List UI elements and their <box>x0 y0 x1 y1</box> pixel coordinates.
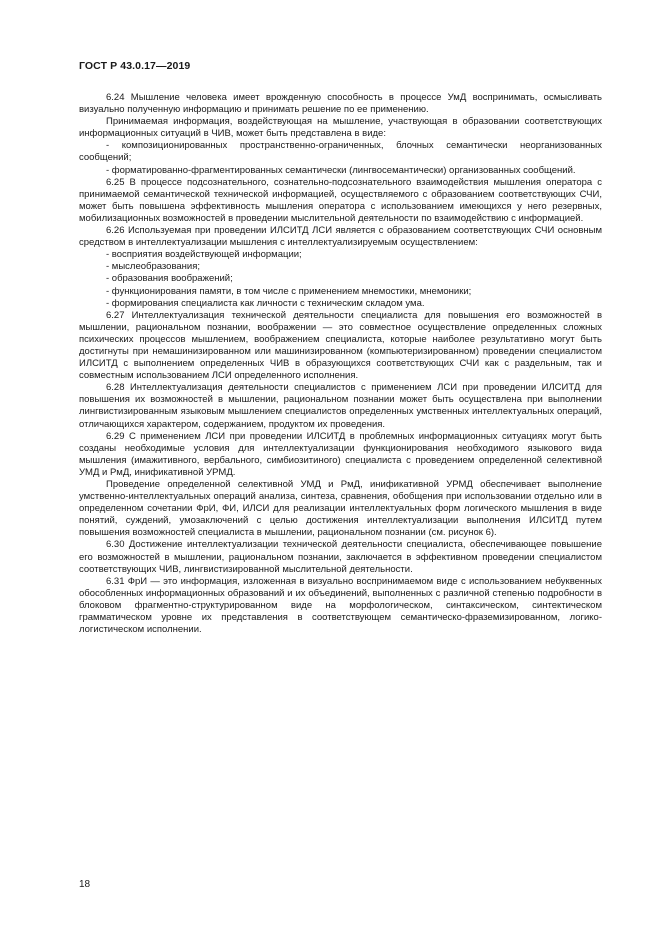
document-body <box>79 92 602 636</box>
paragraph-6-28: 6.28 Интеллектуализация деятельности специалистов с применением ЛСИ при проведении ИЛСИТД для повышения их возможностей в мышлении, рациональном познании может быть осуществлена при выполнении лингвистизированным языковым мышлением специалистов определенных умственных интеллектуальных операций, отличающихся характером, содержанием, продуктом их проведения. <box>79 382 602 430</box>
paragraph-6-27: 6.27 Интеллектуализация технической деятельности специалиста для повышения его возможностей в мышлении, рациональном познании, воображении — это совместное осуществление определенных сложных психических процессов мышлением, воображением специалиста, которые наиболее результативно могут быть достигнуты при немашинизированном или машинизированном (компьютеризированном) проведении специалистом ИЛСИТД с выполнением определенных ЧИВ в образующихся соответствующих СЧИ как с раздельным, так и совместным использованием ЛСИ определенного исполнения. <box>79 309 602 382</box>
list-item: - образования воображений; <box>106 273 233 285</box>
paragraph-6-26: 6.26 Используемая при проведении ИЛСИТД ЛСИ является с образованием соответствующих СЧИ основным средством в интеллектуализации мышления с интеллектуализируемым осуществлением: <box>79 225 602 249</box>
paragraph-6-25: 6.25 В процессе подсознательного, сознательно-подсознательного взаимодействия мышления оператора с принимаемой семантической технической информацией, осуществляемого с образованием соответствующих СЧИ, может быть повышена эффективность мышления оператора с использованием имеющихся у него резервных, мобилизационных возможностей в проведении мыслительной деятельности по взаимодействию с информацией. <box>79 176 602 224</box>
list-item: - форматированно-фрагментированных семантически (лингвосемантически) организованных сообщений. <box>106 164 576 176</box>
paragraph-6-30: 6.30 Достижение интеллектуализации технической деятельности специалиста, обеспечивающее повышение его возможностей в мышлении, рациональном познании, заключается в эффективном проведении специалистом соответствующих ЧИВ, лингвистизированной мыслительной деятельности. <box>79 539 602 575</box>
list-item: - функционирования памяти, в том числе с применением мнемостики, мнемоники; <box>106 285 472 297</box>
paragraph-6-31: 6.31 ФрИ — это информация, изложенная в визуально воспринимаемом виде с использованием небуквенных обособленных информационных образований и их объединений, выполненных с различной степенью подробности в блоковом фрагментно-структурированном виде на морфологическом, синтаксическом, синтектическом грамматическом уровне их представления в соответствующем семантическо-фраземизированном, логико-логистическом исполнении. <box>79 575 602 636</box>
paragraph-6-24: 6.24 Мышление человека имеет врожденную способность в процессе УмД воспринимать, осмысливать визуально полученную информацию и принимать решение по ее применению. <box>79 92 602 116</box>
paragraph-6-29: 6.29 С применением ЛСИ при проведении ИЛСИТД в проблемных информационных ситуациях могут быть созданы необходимые условия для интеллектуализации функционирования необходимого языкового вида мышления (имажитивного, вербального, симбиозитиного) специалиста с проведением определенной селективной УМД и РмД, инификативной УРМД. <box>79 430 602 478</box>
paragraph: Принимаемая информация, воздействующая на мышление, участвующая в образовании соответствующих информационных ситуаций в ЧИВ, может быть представлена в виде: <box>79 116 602 140</box>
list-item: - мыслеобразования; <box>106 261 201 273</box>
list-item: - формирования специалиста как личности с техническим складом ума. <box>106 297 425 309</box>
page-number: 18 <box>79 879 91 890</box>
list-item: - композиционированных пространственно-ограниченных, блочных семантически неорганизованных сообщений; <box>79 140 602 164</box>
paragraph: Проведение определенной селективной УМД и РмД, инификативной УРМД обеспечивает выполнение умственно-интеллектуальных операций анализа, синтеза, сравнения, обобщения при использовании отдельно или в определенном сочетании ФрИ, ФИ, ИЛСИ для реализации интеллектуальных форм логического мышления в виде понятий, суждений, умозаключений с целью достижения интеллектуализации выполнения ИЛСИТД путем повышения возможностей специалиста в мышлении, рациональном познании (см. рисунок 6). <box>79 479 602 539</box>
document-header: ГОСТ Р 43.0.17—2019 <box>79 60 191 72</box>
list-item: - восприятия воздействующей информации; <box>106 249 302 261</box>
